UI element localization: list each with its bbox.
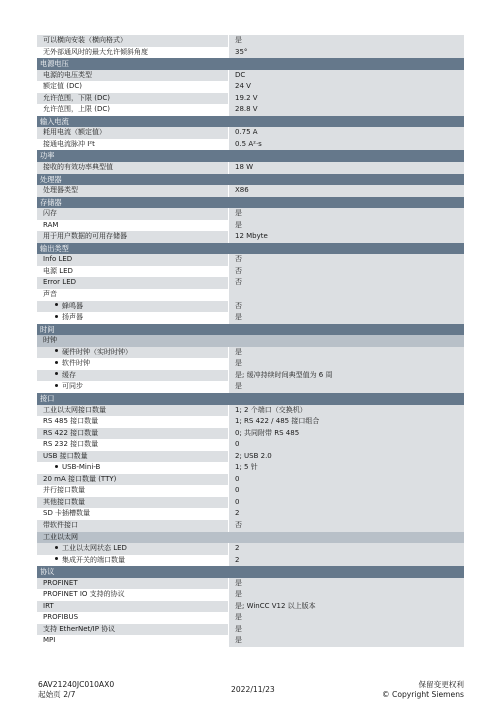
spec-value: 28.8 V [228,104,464,116]
spec-value: 2 [228,543,464,555]
bullet-icon [55,546,58,549]
spec-row [37,266,464,278]
spec-row [37,381,464,393]
spec-row [37,497,464,509]
spec-label-text: 处理器类型 [43,186,78,195]
bullet-icon [55,349,58,352]
spec-label [37,381,228,393]
spec-label [37,104,228,116]
spec-label-text: 耗用电流（额定值） [43,128,106,137]
spec-table [37,35,464,647]
spec-row [37,555,464,567]
spec-row [37,220,464,232]
spec-value: 18 W [228,162,464,174]
spec-value: 否 [228,301,464,313]
spec-value: 是 [228,35,464,47]
spec-label-text: PROFIBUS [43,613,79,622]
order-number: 6AV21240JC010AX0 [38,680,115,689]
spec-value: 35° [228,47,464,59]
spec-label [37,416,228,428]
spec-label-text: PROFINET [43,578,78,587]
spec-row [37,358,464,370]
copyright: © Copyright Siemens [382,690,464,699]
spec-row [37,162,464,174]
spec-label [37,497,228,509]
spec-label-text: 无外部通风时的最大允许倾斜角度 [43,47,148,56]
spec-row [37,104,464,116]
spec-label-text: USB 接口数量 [43,451,88,460]
spec-row [37,508,464,520]
spec-label-text: 工业以太网接口数量 [43,405,106,414]
spec-row [37,543,464,555]
spec-label-text: 其他接口数量 [43,497,85,506]
spec-label [37,70,228,82]
spec-label [37,358,228,370]
section-header: 存储器 [37,197,464,209]
section-header: 输出类型 [37,243,464,255]
spec-label [37,139,228,151]
spec-row [37,451,464,463]
spec-value: 2 [228,555,464,567]
spec-label [37,451,228,463]
spec-label [37,277,228,289]
spec-value: 2 [228,508,464,520]
spec-label-text: 并行接口数量 [43,486,85,495]
spec-value [228,289,464,301]
spec-label-text: 额定值 (DC) [43,82,82,91]
spec-label [37,370,228,382]
spec-label [37,624,228,636]
spec-row [37,312,464,324]
spec-value: 0.5 A²·s [228,139,464,151]
spec-label [37,289,228,301]
spec-label [37,347,228,359]
spec-label-text: 闪存 [43,209,57,218]
spec-value: 0; 共同附带 RS 485 [228,428,464,440]
spec-row [37,520,464,532]
spec-value: 否 [228,277,464,289]
spec-label [37,208,228,220]
spec-label [37,555,228,567]
section-header: 处理器 [37,174,464,186]
spec-value: 是 [228,624,464,636]
bullet-icon [55,557,58,560]
spec-value: 2; USB 2.0 [228,451,464,463]
spec-label [37,428,228,440]
spec-row [37,601,464,613]
spec-label-text: 电源的电压类型 [43,70,92,79]
subsection-header: 工业以太网 [37,532,464,544]
spec-label [37,485,228,497]
spec-label-text: 允许范围，上限 (DC) [43,105,110,114]
spec-label [37,439,228,451]
spec-label [37,47,228,59]
spec-row [37,439,464,451]
spec-value: 0 [228,474,464,486]
spec-value: 0 [228,439,464,451]
spec-label [37,301,228,313]
spec-value: 是 [228,312,464,324]
spec-row [37,416,464,428]
spec-label [37,543,228,555]
spec-row [37,185,464,197]
spec-label [37,462,228,474]
bullet-icon [55,361,58,364]
spec-row [37,289,464,301]
spec-value: 1; 2 个端口（交换机） [228,405,464,417]
spec-label-text: RS 485 接口数量 [43,417,99,426]
spec-row [37,81,464,93]
spec-label [37,81,228,93]
spec-value: 是; WinCC V12 以上版本 [228,601,464,613]
spec-label-text: 软件时钟 [62,359,90,368]
spec-label-text: 20 mA 接口数量 (TTY) [43,474,117,483]
spec-value: 是 [228,347,464,359]
spec-value: 是 [228,589,464,601]
spec-row [37,612,464,624]
spec-label-text: RAM [43,220,59,229]
spec-label-text: Error LED [43,278,77,287]
spec-label [37,601,228,613]
spec-label [37,35,228,47]
rights-notice: 保留变更权利 [418,680,464,689]
spec-value: 否 [228,266,464,278]
spec-row [37,462,464,474]
spec-row [37,127,464,139]
footer-left [38,680,114,700]
spec-label-text: 可以横向安装（横向格式） [43,36,127,44]
spec-row [37,578,464,590]
spec-label [37,508,228,520]
spec-row [37,231,464,243]
spec-value: X86 [228,185,464,197]
spec-label-text: Info LED [43,255,73,264]
spec-label-text: PROFINET IO 支持的协议 [43,590,125,599]
section-header: 时间 [37,324,464,336]
spec-label [37,93,228,105]
spec-row [37,70,464,82]
spec-label [37,612,228,624]
spec-value: 是 [228,381,464,393]
spec-label-text: IRT [43,601,54,610]
spec-label-text: 支持 EtherNet/IP 协议 [43,624,116,633]
spec-label-text: SD 卡插槽数量 [43,509,91,518]
spec-value: 0 [228,485,464,497]
spec-label-text: 电源 LED [43,266,73,275]
spec-row [37,208,464,220]
section-header: 功率 [37,150,464,162]
spec-label [37,578,228,590]
spec-row [37,624,464,636]
spec-value: 否 [228,254,464,266]
spec-row [37,35,464,47]
spec-label-text: 集成开关的端口数量 [62,555,125,564]
spec-row [37,428,464,440]
spec-row [37,93,464,105]
section-header: 输入电流 [37,116,464,128]
spec-label-text: 用于用户数据的可用存储器 [43,232,127,241]
spec-row [37,589,464,601]
footer-date: 2022/11/23 [231,685,275,694]
spec-value: 是 [228,612,464,624]
bullet-icon [55,372,58,375]
spec-row [37,47,464,59]
spec-label-text: 硬件时钟（实时时钟） [62,347,132,356]
spec-label [37,254,228,266]
spec-label [37,405,228,417]
spec-row [37,139,464,151]
spec-label [37,231,228,243]
footer-right [382,680,464,700]
spec-label-text: 允许范围，下限 (DC) [43,93,110,102]
spec-row [37,301,464,313]
spec-row [37,485,464,497]
spec-label-text: 接通电流脉冲 I²t [43,139,95,148]
spec-label-text: RS 422 接口数量 [43,428,99,437]
spec-value: 0.75 A [228,127,464,139]
spec-row [37,405,464,417]
spec-value: 24 V [228,81,464,93]
spec-value: 0 [228,497,464,509]
spec-label-text: 可同步 [62,382,83,391]
spec-label-text: 缓存 [62,370,76,379]
section-header: 电源电压 [37,58,464,70]
spec-value: DC [228,70,464,82]
section-header: 接口 [37,393,464,405]
spec-row [37,347,464,359]
spec-label [37,266,228,278]
spec-label-text: RS 232 接口数量 [43,440,99,449]
spec-label-text: USB-Mini-B [62,463,101,472]
spec-value: 1; RS 422 / 485 接口组合 [228,416,464,428]
spec-row [37,254,464,266]
spec-value: 1; 5 针 [228,462,464,474]
spec-label-text: 工业以太网状态 LED [62,544,127,553]
spec-value: 是; 缓冲持续时间典型值为 6 周 [228,370,464,382]
spec-label [37,312,228,324]
spec-value: 否 [228,520,464,532]
bullet-icon [55,315,58,318]
spec-label-text: 蜂鸣器 [62,301,83,310]
spec-label [37,474,228,486]
spec-label [37,635,228,647]
spec-value: 是 [228,220,464,232]
spec-label [37,220,228,232]
spec-value: 是 [228,578,464,590]
spec-value: 19.2 V [228,93,464,105]
spec-value: 是 [228,358,464,370]
spec-value: 是 [228,208,464,220]
bullet-icon [55,465,58,468]
page-number: 起始页 2/7 [38,690,76,699]
spec-label [37,162,228,174]
spec-label-text: 扬声器 [62,313,83,322]
bullet-icon [55,303,58,306]
spec-label [37,127,228,139]
section-header: 协议 [37,566,464,578]
subsection-header: 时钟 [37,335,464,347]
spec-label [37,589,228,601]
spec-row [37,277,464,289]
spec-value: 12 Mbyte [228,231,464,243]
spec-label-text: 接收的有效功率典型值 [43,163,113,172]
spec-label [37,520,228,532]
spec-row [37,474,464,486]
spec-label-text: 声音 [43,290,57,299]
spec-row [37,635,464,647]
spec-label [37,185,228,197]
spec-value: 是 [228,635,464,647]
spec-label-text: MPI [43,636,56,645]
bullet-icon [55,384,58,387]
spec-row [37,370,464,382]
spec-label-text: 带软件接口 [43,520,78,529]
